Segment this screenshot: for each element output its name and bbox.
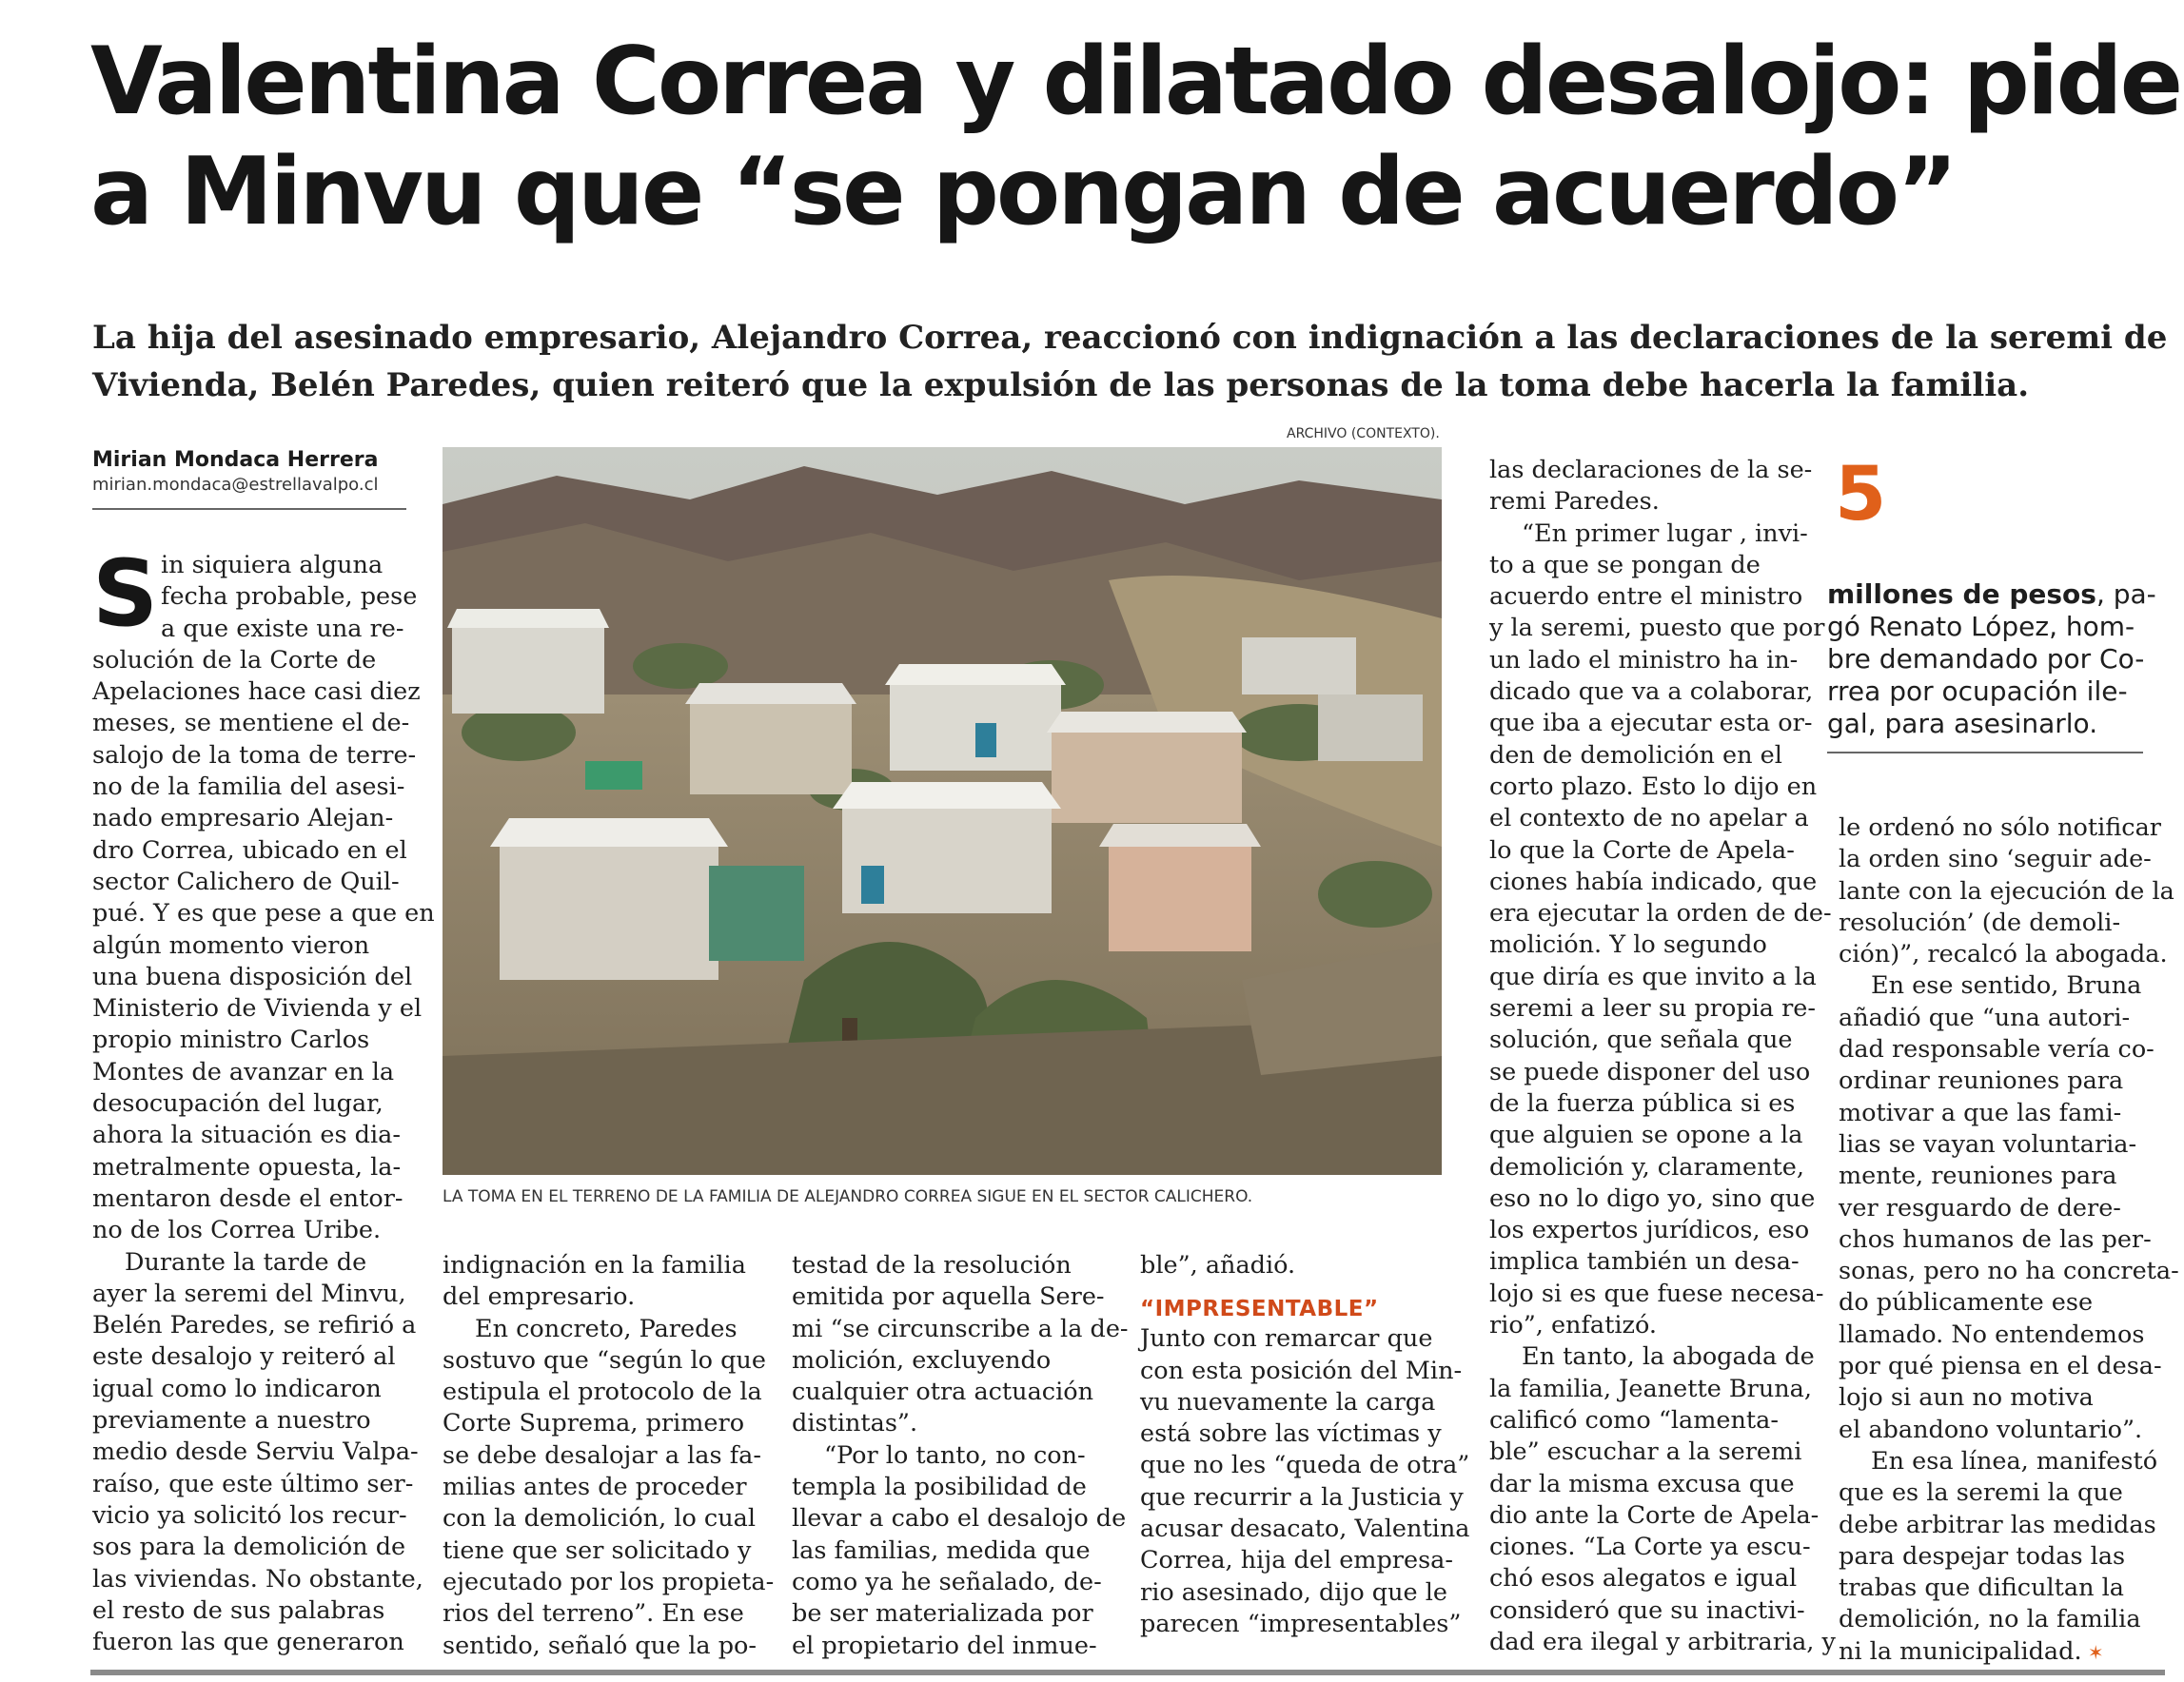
- col5-line: calificó como “lamenta-: [1489, 1405, 1779, 1435]
- col6-line: ver resguardo de dere-: [1839, 1193, 2121, 1222]
- col6-line: ordinar reuniones para: [1839, 1066, 2124, 1096]
- col5-line: lo que la Corte de Apela-: [1489, 835, 1795, 865]
- col5-line: solución, que señala que: [1489, 1026, 1793, 1055]
- col1-line: vicio ya solicitó los recur-: [92, 1500, 407, 1530]
- col6-line: por qué piensa en el desa-: [1839, 1352, 2162, 1381]
- col5-line: dicado que va a colaborar,: [1489, 677, 1814, 707]
- col3-line: testad de la resolución: [792, 1251, 1072, 1280]
- col1-line: igual como lo indicaron: [92, 1374, 382, 1403]
- col1-line: algún momento vieron: [92, 930, 370, 960]
- col6-line: motivar a que las fami-: [1839, 1098, 2122, 1127]
- col3-line: las familias, medida que: [792, 1535, 1091, 1565]
- byline: [92, 447, 406, 510]
- col1-line: el resto de sus palabras: [92, 1595, 385, 1625]
- col6-line: chos humanos de las per-: [1839, 1224, 2152, 1254]
- col1-line: Apelaciones hace casi diez: [92, 677, 421, 707]
- stat-bold-text: millones de pesos: [1827, 578, 2096, 610]
- col6-line: añadió que “una autori-: [1839, 1003, 2131, 1032]
- col5-line: se puede disponer del uso: [1489, 1057, 1811, 1086]
- dropcap: S: [92, 540, 159, 647]
- col1-line: solución de la Corte de: [92, 645, 377, 675]
- col2-line: del empresario.: [443, 1282, 636, 1312]
- col2-line: indignación en la familia: [443, 1251, 746, 1280]
- col5-line: dad era ilegal y arbitraria, y: [1489, 1627, 1836, 1656]
- col6-line: llamado. No entendemos: [1839, 1320, 2145, 1349]
- col3-line: emitida por aquella Sere-: [792, 1282, 1105, 1312]
- col2-line: se debe desalojar a las fa-: [443, 1440, 761, 1470]
- col1-line: desocupación del lugar,: [92, 1089, 384, 1119]
- col6-line: la orden sino ‘seguir ade-: [1839, 845, 2152, 874]
- col2-line: sostuvo que “según lo que: [443, 1345, 766, 1375]
- col1-line: mentaron desde el entor-: [92, 1183, 403, 1213]
- deck-line: La hija del asesinado empresario, Alejandro Correa, reaccionó con indignación a las declaraciones de la seremi de: [92, 319, 2168, 357]
- col1-line: nado empresario Alejan-: [92, 804, 394, 833]
- col6-line: lojo si aun no motiva: [1839, 1383, 2094, 1413]
- col4-line: Junto con remarcar que: [1140, 1324, 1433, 1354]
- author-name: Mirian Mondaca Herrera: [92, 448, 379, 472]
- col3-line: “Por lo tanto, no con-: [824, 1440, 1086, 1470]
- col4-line: con esta posición del Min-: [1140, 1356, 1463, 1385]
- col5-line: den de demolición en el: [1489, 740, 1782, 770]
- col1-line: Ministerio de Vivienda y el: [92, 994, 423, 1024]
- col2-line: ejecutado por los propieta-: [443, 1567, 775, 1596]
- col5-line: implica también un desa-: [1489, 1247, 1800, 1277]
- col5-line: to a que se pongan de: [1489, 550, 1761, 579]
- col1-line: no de la familia del asesi-: [92, 773, 405, 802]
- col5-line: dar la misma excusa que: [1489, 1469, 1795, 1498]
- col1-line: meses, se mentiene el de-: [92, 709, 410, 738]
- article-column-6: [1839, 812, 2179, 1669]
- col6-line: para despejar todas las: [1839, 1541, 2126, 1571]
- col1-line: Belén Paredes, se refirió a: [92, 1311, 417, 1340]
- col1-line: previamente a nuestro: [92, 1406, 371, 1436]
- stat-line: bre demandado por Co-: [1827, 643, 2145, 675]
- col1-line: este desalojo y reiteró al: [92, 1342, 396, 1372]
- col1-line: dro Correa, ubicado en el: [92, 835, 407, 865]
- settlement-photo-illustration: [443, 447, 1442, 1175]
- col5-line: ble” escuchar a la seremi: [1489, 1438, 1802, 1467]
- col4-line: que recurrir a la Justicia y: [1140, 1482, 1464, 1512]
- col5-line: un lado el ministro ha in-: [1489, 645, 1799, 675]
- article-column-2: [443, 1250, 775, 1662]
- col2-line: rios del terreno”. En ese: [443, 1599, 744, 1629]
- col1-line: pué. Y es que pese a que en: [92, 899, 435, 929]
- col5-line: que iba a ejecutar esta or-: [1489, 709, 1813, 738]
- col6-line: trabas que dificultan la: [1839, 1574, 2124, 1603]
- col5-line: corto plazo. Esto lo dijo en: [1489, 772, 1818, 801]
- col6-line: En ese sentido, Bruna: [1871, 971, 2142, 1001]
- col2-line: milias antes de proceder: [443, 1473, 747, 1502]
- stat-text-rest: , pa-: [2095, 578, 2156, 610]
- stat-line: gó Renato López, hom-: [1827, 611, 2135, 642]
- subhead: “IMPRESENTABLE”: [1140, 1297, 1379, 1322]
- end-mark-icon: ✶: [2081, 1640, 2104, 1664]
- col1-dropcap-line: fecha probable, pese: [161, 582, 418, 612]
- col3-line: mi “se circunscribe a la de-: [792, 1314, 1129, 1343]
- col1-dropcap-line: a que existe una re-: [161, 614, 404, 643]
- article-column-1: [92, 540, 435, 1658]
- col5-line: los expertos jurídicos, eso: [1489, 1216, 1810, 1245]
- author-email: mirian.mondaca@estrellavalpo.cl: [92, 475, 379, 495]
- stat-line: gal, para asesinarlo.: [1827, 708, 2098, 739]
- col5-line: seremi a leer su propia re-: [1489, 994, 1817, 1024]
- article-column-4: [1140, 1250, 1470, 1640]
- col5-line: la familia, Jeanette Bruna,: [1489, 1374, 1812, 1403]
- col1-dropcap-line: in siquiera alguna: [161, 551, 384, 579]
- col5-line: ciones. “La Corte ya escu-: [1489, 1533, 1811, 1562]
- col3-line: llevar a cabo el desalojo de: [792, 1504, 1127, 1534]
- col4-line: parecen “impresentables”: [1140, 1609, 1462, 1638]
- col1-line: fueron las que generaron: [92, 1628, 404, 1657]
- col1-line: sector Calichero de Quil-: [92, 867, 400, 896]
- article-photo: [443, 447, 1442, 1175]
- col1-line: propio ministro Carlos: [92, 1026, 370, 1055]
- col1-line: una buena disposición del: [92, 962, 413, 991]
- col1-line: las viviendas. No obstante,: [92, 1564, 423, 1594]
- photo-caption: LA TOMA EN EL TERRENO DE LA FAMILIA DE ALEJANDRO CORREA SIGUE EN EL SECTOR CALICHERO.: [443, 1187, 1253, 1206]
- col6-line: sonas, pero no ha concreta-: [1839, 1257, 2179, 1286]
- col6-line: lias se vayan voluntaria-: [1839, 1129, 2137, 1159]
- col5-line: eso no lo digo yo, sino que: [1489, 1183, 1816, 1213]
- col5-line: lojo si es que fuese necesa-: [1489, 1279, 1824, 1308]
- col1-line: medio desde Serviu Valpa-: [92, 1438, 419, 1467]
- col5-line: el contexto de no apelar a: [1489, 804, 1809, 833]
- col6-line: mente, reuniones para: [1839, 1162, 2117, 1191]
- headline: [90, 27, 2181, 247]
- col2-line: Corte Suprema, primero: [443, 1409, 745, 1438]
- col3-line: molición, excluyendo: [792, 1345, 1052, 1375]
- stat-number: 5: [1835, 452, 1887, 538]
- col6-line: resolución’ (de demoli-: [1839, 908, 2121, 937]
- col5-line: molición. Y lo segundo: [1489, 930, 1767, 960]
- col5-line: y la seremi, puesto que por: [1489, 614, 1825, 643]
- col6-line: el abandono voluntario”.: [1839, 1415, 2143, 1444]
- col5-line: “En primer lugar , invi-: [1522, 518, 1808, 548]
- article-column-3: [792, 1250, 1129, 1662]
- col3-line: distintas”.: [792, 1409, 918, 1438]
- col5-line: acuerdo entre el ministro: [1489, 582, 1803, 612]
- col4-line: Correa, hija del empresa-: [1140, 1546, 1453, 1575]
- col5-line: demolición y, claramente,: [1489, 1152, 1804, 1182]
- col3-line: templa la posibilidad de: [792, 1473, 1087, 1502]
- col1-line: raíso, que este último ser-: [92, 1469, 414, 1498]
- col5-line: rio”, enfatizó.: [1489, 1311, 1657, 1340]
- col4-line: acusar desacato, Valentina: [1140, 1515, 1470, 1544]
- headline-line: Valentina Correa y dilatado desalojo: pide: [90, 28, 2181, 136]
- col3-line: como ya he señalado, de-: [792, 1567, 1102, 1596]
- col2-line: estipula el protocolo de la: [443, 1378, 762, 1407]
- col1-line: ahora la situación es dia-: [92, 1121, 401, 1150]
- col5-line: era ejecutar la orden de de-: [1489, 899, 1832, 929]
- col1-line: Montes de avanzar en la: [92, 1057, 395, 1086]
- col5-line: ciones había indicado, que: [1489, 867, 1818, 896]
- col1-line: no de los Correa Uribe.: [92, 1216, 382, 1245]
- col1-line: metralmente opuesta, la-: [92, 1152, 402, 1182]
- bottom-rule: [90, 1670, 2165, 1675]
- deck-line: Vivienda, Belén Paredes, quien reiteró que la expulsión de las personas de la toma debe hacerla la familia.: [92, 366, 2030, 404]
- col4-line: que no les “queda de otra”: [1140, 1451, 1470, 1480]
- stat-text: [1827, 578, 2156, 753]
- col5-line: que diría es que invito a la: [1489, 962, 1817, 991]
- col2-line: En concreto, Paredes: [475, 1314, 738, 1343]
- col4-line: vu nuevamente la carga: [1140, 1387, 1436, 1417]
- col2-line: tiene que ser solicitado y: [443, 1535, 752, 1565]
- col5-line: de la fuerza pública si es: [1489, 1088, 1796, 1118]
- col4-line: rio asesinado, dijo que le: [1140, 1577, 1447, 1607]
- col6-line: debe arbitrar las medidas: [1839, 1510, 2156, 1539]
- col4-line: está sobre las víctimas y: [1140, 1419, 1442, 1449]
- col1-line: sos para la demolición de: [92, 1533, 406, 1562]
- col1-line: salojo de la toma de terre-: [92, 740, 417, 770]
- stat-line: rrea por ocupación ile-: [1827, 675, 2128, 707]
- col1-line: ayer la seremi del Minvu,: [92, 1279, 406, 1308]
- col3-line: be ser materializada por: [792, 1599, 1093, 1629]
- col6-line: ción)”, recalcó la abogada.: [1839, 940, 2168, 969]
- col5-line: las declaraciones de la se-: [1489, 456, 1813, 484]
- col6-line: En esa línea, manifestó: [1871, 1446, 2158, 1476]
- col5-line: que alguien se opone a la: [1489, 1121, 1803, 1150]
- col6-line: do públicamente ese: [1839, 1288, 2094, 1318]
- col6-line: lante con la ejecución de la: [1839, 876, 2174, 906]
- col3-line: cualquier otra actuación: [792, 1378, 1094, 1407]
- col5-line: consideró que su inactivi-: [1489, 1595, 1805, 1625]
- article-column-5: [1489, 455, 1836, 1658]
- col6-line: demolición, no la familia: [1839, 1605, 2141, 1634]
- photo-credit: ARCHIVO (CONTEXTO).: [1287, 426, 1440, 441]
- col5-line: dio ante la Corte de Apela-: [1489, 1500, 1820, 1530]
- col1-line: Durante la tarde de: [125, 1247, 367, 1277]
- col4-top-line: ble”, añadió.: [1140, 1251, 1296, 1280]
- col2-line: con la demolición, lo cual: [443, 1504, 756, 1534]
- col6-line: ni la municipalidad. ✶: [1839, 1636, 2104, 1666]
- col5-line: chó esos alegatos e igual: [1489, 1564, 1798, 1594]
- deck: [92, 314, 2168, 409]
- col6-line: dad responsable vería co-: [1839, 1035, 2154, 1065]
- col6-line: le ordenó no sólo notificar: [1839, 813, 2161, 842]
- col3-line: el propietario del inmue-: [792, 1631, 1097, 1660]
- col5-line: En tanto, la abogada de: [1522, 1342, 1815, 1372]
- col5-line: remi Paredes.: [1489, 487, 1660, 517]
- col2-line: sentido, señaló que la po-: [443, 1631, 758, 1660]
- headline-line: a Minvu que “se pongan de acuerdo”: [90, 138, 1956, 246]
- col6-line: que es la seremi la que: [1839, 1478, 2123, 1508]
